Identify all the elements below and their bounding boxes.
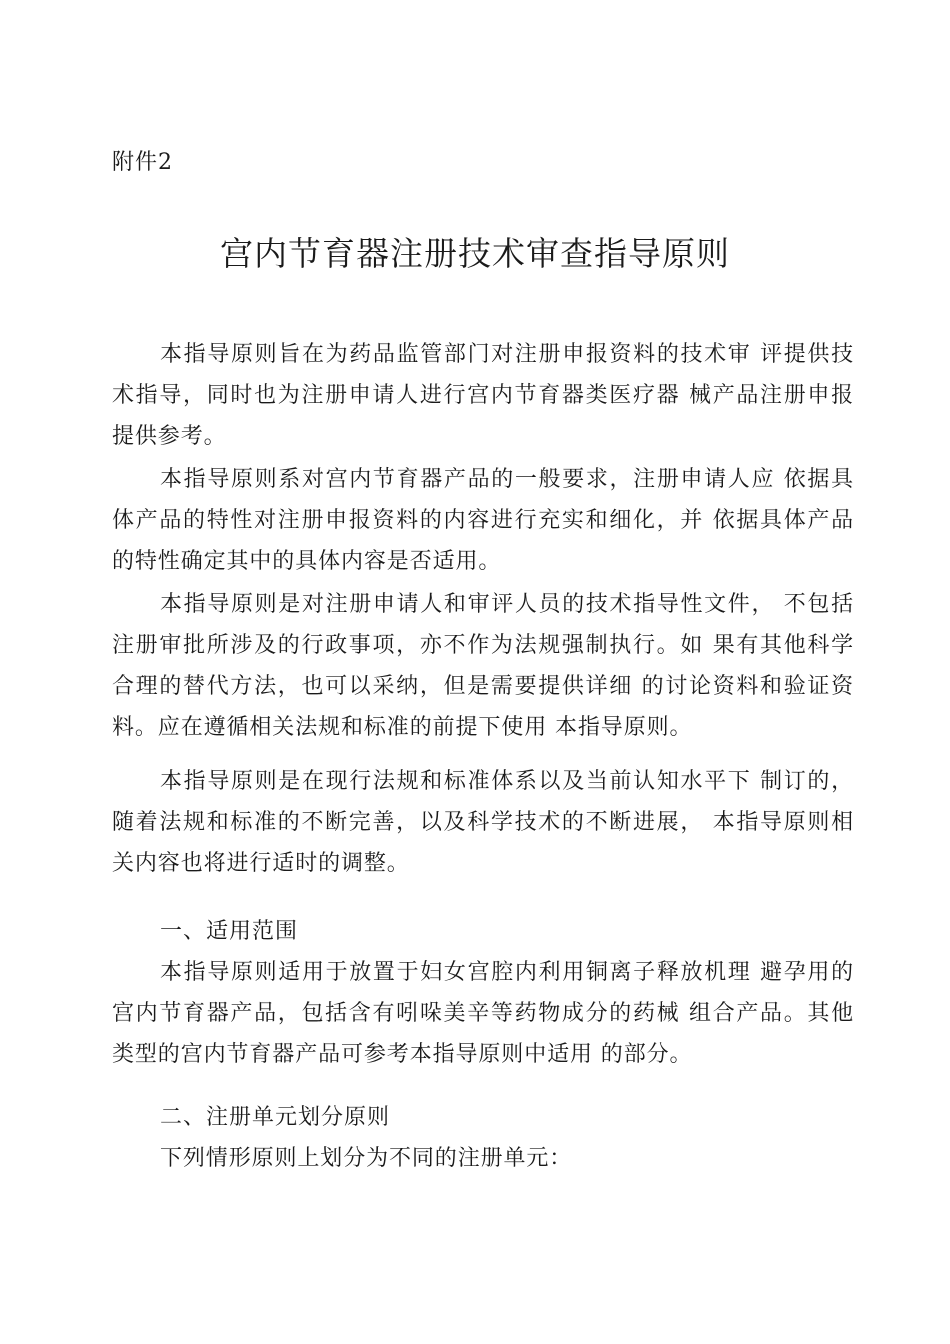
paragraph-line: 下列情形原则上划分为不同的注册单元： (160, 1146, 573, 1171)
paragraph-line: 的特性确定其中的具体内容是否适用。 (112, 549, 502, 574)
paragraph-registration-units (112, 1138, 854, 1179)
paragraph-line: 体产品的特性对注册申报资料的内容进行充实和细化，并 依据具体产品 (112, 508, 854, 533)
paragraph-line: 注册审批所涉及的行政事项，亦不作为法规强制执行。如 果有其他科学 (112, 633, 854, 658)
paragraph-line: 宫内节育器产品，包括含有吲哚美辛等药物成分的药械 组合产品。其他 (112, 1001, 854, 1026)
paragraph-line: 本指导原则适用于放置于妇女宫腔内利用铜离子释放机理 避孕用的 (160, 960, 854, 985)
paragraph-line: 术指导，同时也为注册申请人进行宫内节育器类医疗器 械产品注册申报 (112, 383, 854, 408)
attachment-label: 附件2 (112, 150, 173, 175)
section-heading-registration-units: 二、注册单元划分原则 (160, 1105, 391, 1130)
paragraph-purpose (112, 334, 854, 457)
paragraph-line: 关内容也将进行适时的调整。 (112, 851, 410, 876)
paragraph-technical-guidance (112, 584, 854, 748)
document-title: 宫内节育器注册技术审查指导原则 (220, 234, 730, 273)
paragraph-line: 料。应在遵循相关法规和标准的前提下使用 本指导原则。 (112, 715, 693, 740)
paragraph-line: 本指导原则是在现行法规和标准体系以及当前认知水平下 制订的， (160, 769, 854, 794)
paragraph-adjustment (112, 761, 854, 884)
paragraph-line: 类型的宫内节育器产品可参考本指导原则中适用 的部分。 (112, 1042, 693, 1067)
paragraph-line: 合理的替代方法，也可以采纳，但是需要提供详细 的讨论资料和验证资 (112, 674, 854, 699)
section-heading-scope: 一、适用范围 (160, 919, 299, 944)
paragraph-line: 本指导原则系对宫内节育器产品的一般要求，注册申请人应 依据具 (160, 467, 854, 492)
paragraph-line: 本指导原则旨在为药品监管部门对注册申报资料的技术审 评提供技 (160, 342, 854, 367)
paragraph-general-requirements (112, 459, 854, 582)
paragraph-scope (112, 952, 854, 1075)
paragraph-line: 随着法规和标准的不断完善，以及科学技术的不断进展， 本指导原则相 (112, 810, 854, 835)
paragraph-line: 提供参考。 (112, 424, 227, 449)
paragraph-line: 本指导原则是对注册申请人和审评人员的技术指导性文件， 不包括 (160, 592, 854, 617)
